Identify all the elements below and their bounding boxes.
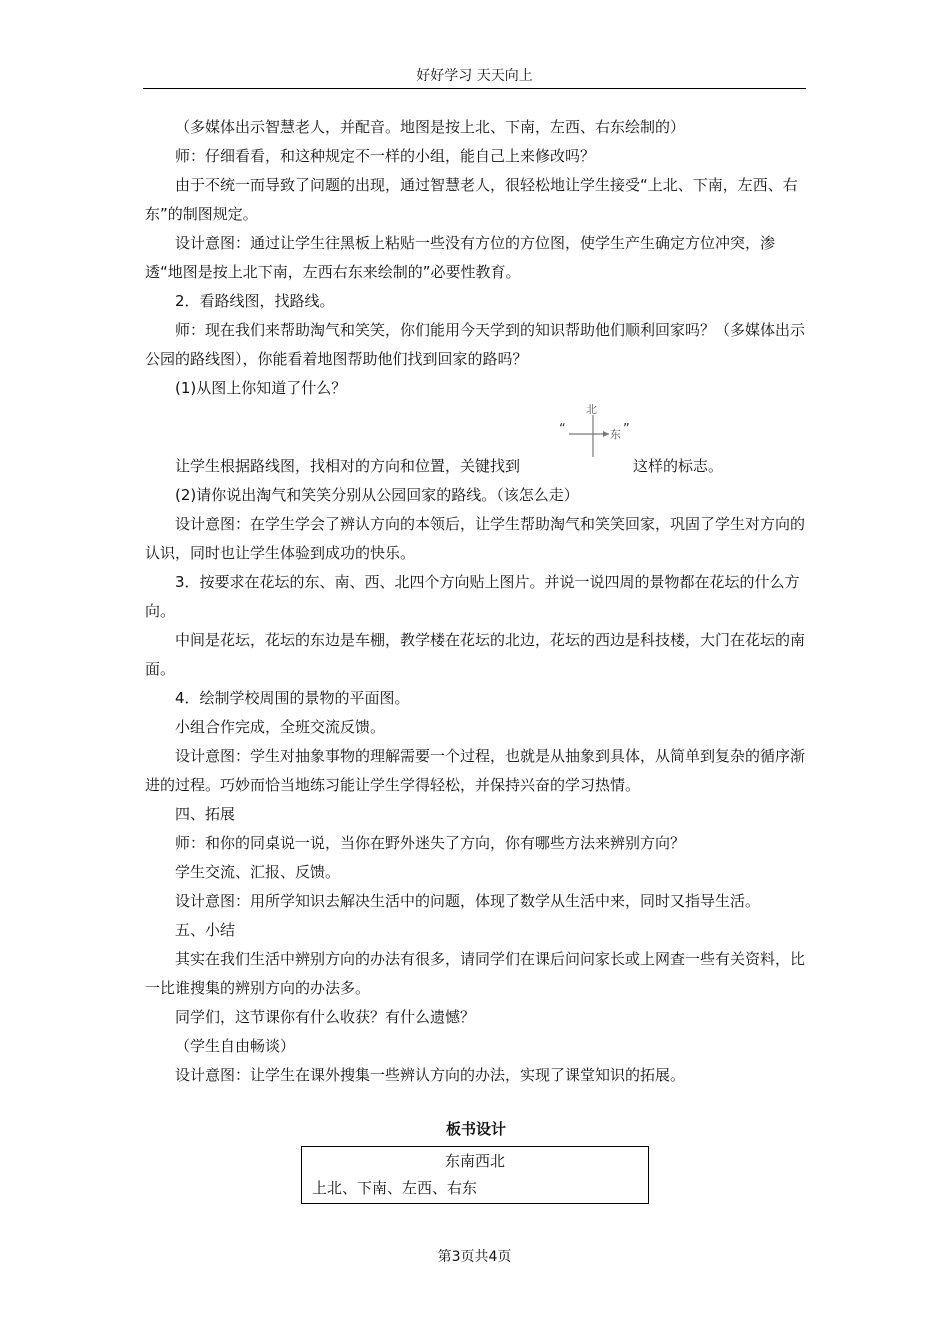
- paragraph: 4．绘制学校周围的景物的平面图。: [175, 689, 410, 707]
- paragraph: 3．按要求在花坛的东、南、西、北四个方向贴上图片。并说一说四周的景物都在花坛的什么方向。: [145, 573, 800, 620]
- paragraph: 设计意图：通过让学生往黑板上粘贴一些没有方位的方位图，使学生产生确定方位冲突，渗透“地图是按上北下南，左西右东来绘制的”必要性教育。: [145, 234, 776, 281]
- header-rule: [143, 88, 806, 89]
- paragraph: (1)从图上你知道了什么？: [175, 379, 347, 397]
- compass-open-quote: “: [559, 422, 566, 437]
- paragraph: (2)请你说出淘气和笑笑分别从公园回家的路线。（该怎么走）: [175, 486, 579, 504]
- paragraph: 学生交流、汇报、反馈。: [175, 863, 341, 881]
- document-body: [145, 113, 807, 1090]
- compass-close-quote: ”: [623, 422, 630, 437]
- board-row-rules: 上北、下南、左西、右东: [312, 1179, 478, 1197]
- compass-paragraph-after: 这样的标志。: [633, 457, 724, 475]
- paragraph: 同学们，这节课你有什么收获？有什么遗憾？: [175, 1008, 476, 1026]
- paragraph: 设计意图：学生对抽象事物的理解需要一个过程，也就是从抽象到具体，从简单到复杂的循序渐进的过程。巧妙而恰当地练习能让学生学得轻松，并保持兴奋的学习热情。: [145, 747, 806, 794]
- paragraph: 设计意图：用所学知识去解决生活中的问题，体现了数学从生活中来，同时又指导生活。: [175, 892, 761, 910]
- paragraph: 师：仔细看看，和这种规定不一样的小组，能自己上来修改吗？: [175, 147, 596, 165]
- paragraph: 设计意图：让学生在课外搜集一些辨认方向的办法，实现了课堂知识的拓展。: [175, 1066, 686, 1084]
- paragraph: 小组合作完成，全班交流反馈。: [175, 718, 386, 736]
- section-heading: 五、小结: [175, 921, 236, 939]
- paragraph: （学生自由畅谈）: [175, 1037, 296, 1055]
- paragraph: 2．看路线图，找路线。: [175, 292, 335, 310]
- page-footer: 第3页共4页: [437, 1249, 512, 1265]
- compass-paragraph: [145, 403, 807, 481]
- compass-north-label: 北: [586, 403, 597, 416]
- compass-icon: [559, 403, 631, 459]
- compass-paragraph-before: 让学生根据路线图，找相对的方向和位置，关键找到: [175, 457, 521, 475]
- paragraph: （多媒体出示智慧老人，并配音。地图是按上北、下南，左西、右东绘制的）: [175, 118, 686, 136]
- paragraph: 师：现在我们来帮助淘气和笑笑，你们能用今天学到的知识帮助他们顺利回家吗？（多媒体出示公园的路线图），你能看着地图帮助他们找到回家的路吗？: [145, 321, 806, 368]
- page-header: 好好学习 天天向上: [416, 68, 533, 84]
- section-heading: 四、拓展: [175, 805, 236, 823]
- paragraph: 设计意图：在学生学会了辨认方向的本领后，让学生帮助淘气和笑笑回家，巩固了学生对方向的认识，同时也让学生体验到成功的快乐。: [145, 515, 806, 562]
- paragraph: 其实在我们生活中辨别方向的办法有很多，请同学们在课后问问家长或上网查一些有关资料，比一比谁搜集的辨别方向的办法多。: [145, 950, 806, 997]
- board-design-title: 板书设计: [445, 1120, 506, 1138]
- paragraph: 由于不统一而导致了问题的出现，通过智慧老人，很轻松地让学生接受“上北、下南，左西、右东”的制图规定。: [145, 176, 798, 223]
- board-row-directions: 东南西北: [444, 1152, 505, 1170]
- board-design-box: [301, 1146, 649, 1204]
- paragraph: 中间是花坛，花坛的东边是车棚，教学楼在花坛的北边，花坛的西边是科技楼，大门在花坛的南面。: [145, 631, 806, 678]
- paragraph: 师：和你的同桌说一说，当你在野外迷失了方向，你有哪些方法来辨别方向？: [175, 834, 686, 852]
- compass-east-label: 东: [610, 428, 621, 441]
